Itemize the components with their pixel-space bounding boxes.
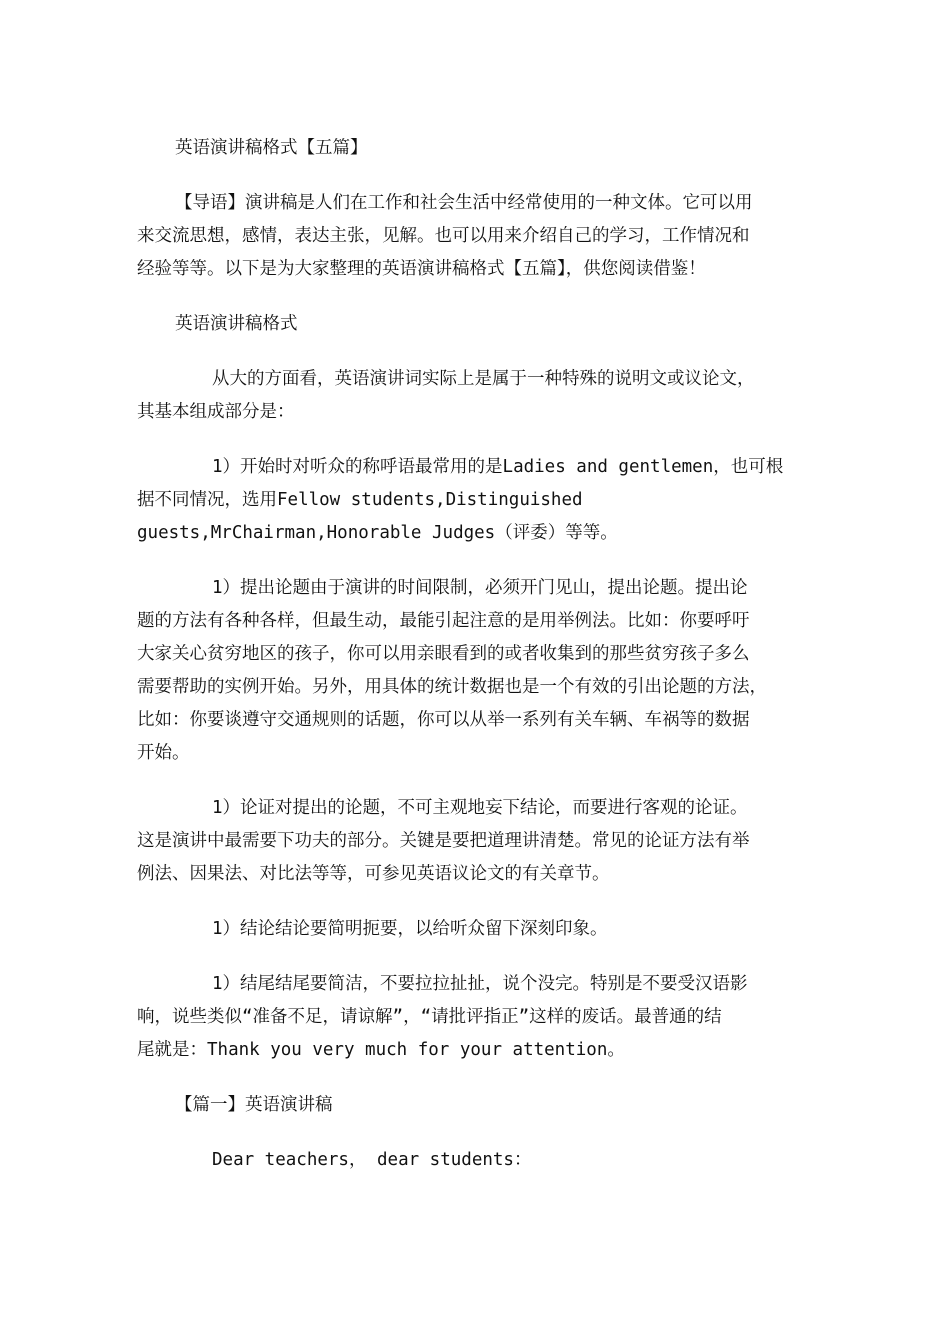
section-heading: 英语演讲稿格式 (175, 314, 298, 334)
point-line: 需要帮助的实例开始。另外，用具体的统计数据也是一个有效的引出论题的方法， (137, 677, 767, 697)
point-line: 例法、因果法、对比法等等，可参见英语议论文的有关章节。 (137, 864, 610, 884)
point-line: 尾就是：Thank you very much for your attention。 (137, 1040, 625, 1060)
overview-line: 从大的方面看，英语演讲词实际上是属于一种特殊的说明文或议论文， (212, 369, 755, 389)
point-line: 比如：你要谈遵守交通规则的话题，你可以从举一系列有关车辆、车祸等的数据 (137, 710, 750, 730)
document-title: 英语演讲稿格式【五篇】 (175, 138, 368, 158)
point-line: 1）开始时对听众的称呼语最常用的是Ladies and gentlemen，也可根 (212, 457, 784, 477)
point-line: guests,MrChairman,Honorable Judges（评委）等等。 (137, 523, 618, 543)
point-line: 据不同情况，选用Fellow students,Distinguished (137, 490, 583, 510)
point-line: 题的方法有各种各样，但最生动，最能引起注意的是用举例法。比如：你要呼吁 (137, 611, 750, 631)
piece-one-heading: 【篇一】英语演讲稿 (175, 1095, 333, 1115)
point-line: 这是演讲中最需要下功夫的部分。关键是要把道理讲清楚。常见的论证方法有举 (137, 831, 750, 851)
intro-line: 来交流思想，感情，表达主张，见解。也可以用来介绍自己的学习，工作情况和 (137, 226, 750, 246)
point-line: 1）论证对提出的论题，不可主观地妄下结论，而要进行客观的论证。 (212, 798, 748, 818)
intro-line: 经验等等。以下是为大家整理的英语演讲稿格式【五篇】，供您阅读借鉴！ (137, 259, 706, 279)
salutation: Dear teachers， dear students： (212, 1150, 532, 1170)
point-line: 1）结尾结尾要简洁，不要拉拉扯扯，说个没完。特别是不要受汉语影 (212, 974, 748, 994)
point-line: 1）提出论题由于演讲的时间限制，必须开门见山，提出论题。提出论 (212, 578, 748, 598)
point-line: 1）结论结论要简明扼要，以给听众留下深刻印象。 (212, 919, 608, 939)
overview-line: 其基本组成部分是： (137, 402, 295, 422)
point-line: 大家关心贫穷地区的孩子，你可以用亲眼看到的或者收集到的那些贫穷孩子多么 (137, 644, 750, 664)
intro-line: 【导语】演讲稿是人们在工作和社会生活中经常使用的一种文体。它可以用 (175, 193, 753, 213)
point-line: 开始。 (137, 743, 190, 763)
point-line: 响，说些类似“准备不足，请谅解”，“请批评指正”这样的废话。最普通的结 (137, 1007, 722, 1027)
